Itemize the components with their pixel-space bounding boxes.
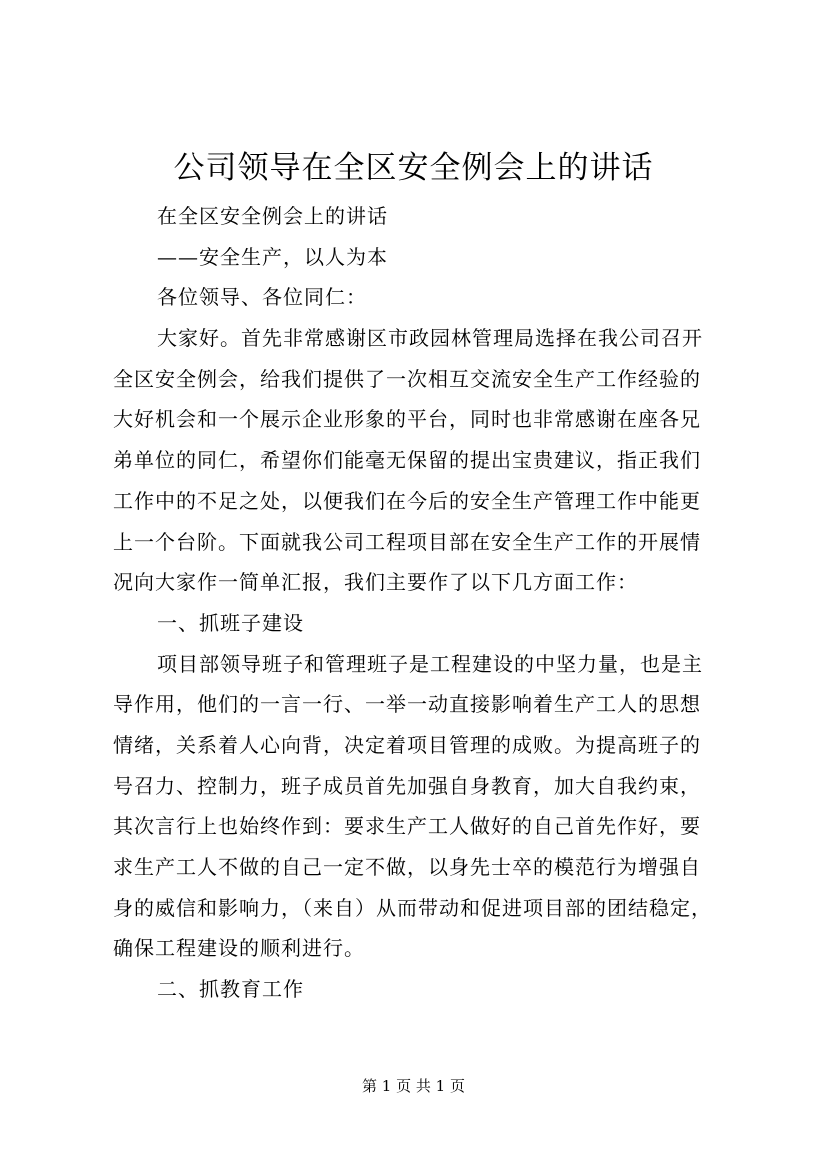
paragraph-line: 项目部领导班子和管理班子是工程建设的中坚力量，也是主 bbox=[157, 651, 703, 676]
paragraph-line: 上一个台阶。下面就我公司工程项目部在安全生产工作的开展情 bbox=[113, 529, 701, 554]
paragraph-line: 工作中的不足之处，以便我们在今后的安全生产管理工作中能更 bbox=[113, 488, 701, 513]
paragraph-line: 导作用，他们的一言一行、一举一动直接影响着生产工人的思想 bbox=[113, 692, 701, 717]
subtitle-line: 在全区安全例会上的讲话 bbox=[157, 204, 388, 228]
section-heading: 一、抓班子建设 bbox=[157, 610, 304, 635]
paragraph-line: 求生产工人不做的自己一定不做，以身先士卒的模范行为增强自 bbox=[113, 855, 701, 879]
section-heading: 二、抓教育工作 bbox=[157, 977, 304, 1002]
paragraph-line: 全区安全例会，给我们提供了一次相互交流安全生产工作经验的 bbox=[113, 366, 701, 391]
salutation-line: 各位领导、各位同仁： bbox=[157, 285, 367, 310]
document-body bbox=[113, 196, 727, 1010]
paragraph-line: 大家好。首先非常感谢区市政园林管理局选择在我公司召开 bbox=[157, 326, 703, 351]
paragraph-line: 弟单位的同仁，希望你们能毫无保留的提出宝贵建议，指正我们 bbox=[113, 448, 701, 473]
paragraph-line: 况向大家作一简单汇报，我们主要作了以下几方面工作： bbox=[113, 570, 638, 595]
document-title: 公司领导在全区安全例会上的讲话 bbox=[173, 150, 654, 186]
paragraph-line: 其次言行上也始终作到：要求生产工人做好的自己首先作好，要 bbox=[113, 814, 701, 839]
paragraph-line: 确保工程建设的顺利进行。 bbox=[113, 936, 365, 961]
paragraph-line: 身的威信和影响力，（来自）从而带动和促进项目部的团结稳定， bbox=[113, 895, 712, 920]
theme-line: ——安全生产，以人为本 bbox=[157, 244, 388, 269]
paragraph-line: 号召力、控制力，班子成员首先加强自身教育，加大自我约束， bbox=[113, 773, 701, 798]
page-footer: 第 1 页 共 1 页 bbox=[362, 1077, 465, 1095]
paragraph-line: 情绪，关系着人心向背，决定着项目管理的成败。为提高班子的 bbox=[113, 732, 701, 757]
paragraph-line: 大好机会和一个展示企业形象的平台，同时也非常感谢在座各兄 bbox=[113, 407, 701, 432]
